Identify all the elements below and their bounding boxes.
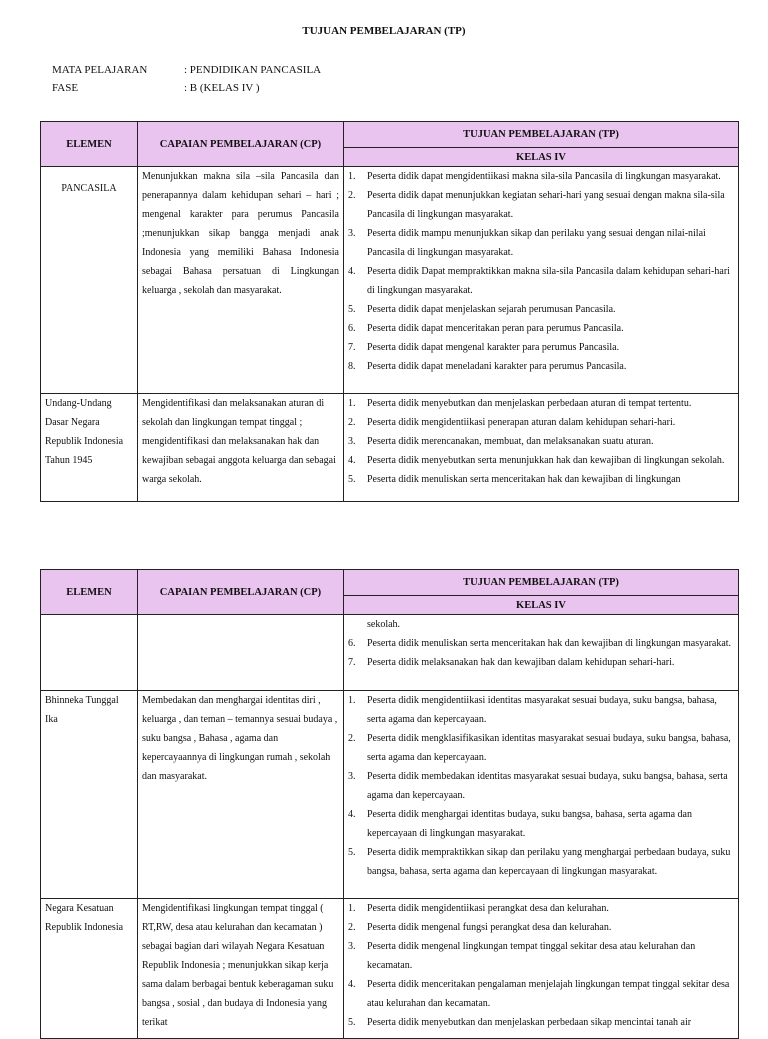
cp-cell: Menunjukkan makna sila –sila Pancasila dan penerapannya dalam kehidupan sehari – hari ; mengenal karakter para perumus Pancasila ;menunjukkan sikap bangga menjadi anak Indonesia yang memiliki Bahasa Indonesia sebagai Bahasa persatuan di Lingkungan keluarga , sekolah dan masyarakat. bbox=[142, 171, 339, 296]
header-kelas: KELAS IV bbox=[344, 596, 739, 615]
header-cp: CAPAIAN PEMBELAJARAN (CP) bbox=[138, 122, 344, 167]
table-row bbox=[41, 615, 739, 691]
list-item: 7. Peserta didik dapat mengenal karakter para perumus Pancasila. bbox=[348, 342, 620, 353]
document-title: TUJUAN PEMBELAJARAN (TP) bbox=[302, 25, 466, 37]
list-item: 3. Peserta didik merencanakan, membuat, dan melaksanakan suatu aturan. bbox=[348, 436, 654, 447]
list-item: 8. Peserta didik dapat meneladani karakter para perumus Pancasila. bbox=[348, 361, 627, 372]
header-tp: TUJUAN PEMBELAJARAN (TP) bbox=[344, 122, 739, 148]
meta-label: MATA PELAJARAN bbox=[52, 64, 148, 76]
tp-list bbox=[344, 634, 738, 672]
list-item: 2. Peserta didik mengklasifikasikan identitas masyarakat sesuai budaya, suku bangsa, bahasa, serta agama dan kepercayaan. bbox=[348, 733, 731, 763]
list-item: 1. Peserta didik mengidentiikasi identitas masyarakat sesuai budaya, suku bangsa, bahasa, serta agama dan kepercayaan. bbox=[348, 695, 717, 725]
list-item: 2. Peserta didik dapat menunjukkan kegiatan sehari-hari yang sesuai dengan makna sila-sila Pancasila di lingkungan masyarakat. bbox=[348, 190, 725, 220]
list-item: 1. Peserta didik mengidentiikasi perangkat desa dan kelurahan. bbox=[348, 903, 609, 914]
table-row bbox=[41, 394, 739, 502]
tp-list bbox=[344, 899, 738, 1032]
list-item: 5. Peserta didik menuliskan serta menceritakan hak dan kewajiban di lingkungan bbox=[348, 474, 681, 485]
cp-cell: Mengidentifikasi dan melaksanakan aturan di sekolah dan lingkungan tempat tinggal ; mengidentifikasi dan melaksanakan hak dan kewajiban sebagai anggota keluarga dan sebagai warga sekolah. bbox=[142, 398, 336, 485]
table-row bbox=[41, 691, 739, 899]
list-item: 2. Peserta didik mengenal fungsi perangkat desa dan kelurahan. bbox=[348, 922, 612, 933]
tp-table-1 bbox=[40, 121, 739, 502]
list-item: 4. Peserta didik menyebutkan serta menunjukkan hak dan kewajiban di lingkungan sekolah. bbox=[348, 455, 725, 466]
list-item: 5. Peserta didik mempraktikkan sikap dan perilaku yang menghargai perbedaan budaya, suku bangsa, bahasa, serta agama dan kepercayaan di lingkungan masyarakat. bbox=[348, 847, 731, 877]
header-elemen: ELEMEN bbox=[41, 570, 138, 615]
meta-value: : B (KELAS IV ) bbox=[184, 82, 260, 94]
list-item: 4. Peserta didik menceritakan pengalaman menjelajah lingkungan tempat tinggal sekitar desa atau kelurahan dan kecamatan. bbox=[348, 979, 730, 1009]
tp-list bbox=[344, 691, 738, 881]
continuation-text: sekolah. bbox=[367, 619, 401, 630]
cp-cell bbox=[138, 615, 344, 691]
list-item: 5. Peserta didik menyebutkan dan menjelaskan perbedaan sikap mencintai tanah air bbox=[348, 1017, 692, 1028]
meta-label: FASE bbox=[52, 82, 79, 94]
header-cp: CAPAIAN PEMBELAJARAN (CP) bbox=[138, 570, 344, 615]
elemen-cell: Bhinneka Tunggal Ika bbox=[45, 695, 119, 725]
header-elemen: ELEMEN bbox=[41, 122, 138, 167]
elemen-cell: PANCASILA bbox=[61, 183, 117, 194]
table-row bbox=[41, 167, 739, 394]
list-item: 6. Peserta didik menuliskan serta menceritakan hak dan kewajiban di lingkungan masyarakat. bbox=[348, 638, 732, 649]
tp-list bbox=[344, 394, 738, 489]
table-row bbox=[41, 899, 739, 1039]
list-item: 2. Peserta didik mengidentiikasi penerapan aturan dalam kehidupan sehari-hari. bbox=[348, 417, 676, 428]
list-item: 1. Peserta didik dapat mengidentiikasi makna sila-sila Pancasila di lingkungan masyarakat. bbox=[348, 171, 721, 182]
meta-value: : PENDIDIKAN PANCASILA bbox=[184, 64, 322, 76]
cp-cell: Membedakan dan menghargai identitas diri , keluarga , dan teman – temannya sesuai budaya , suku bangsa , Bahasa , agama dan kepercayaannya di lingkungan rumah , sekolah dan masyarakat. bbox=[142, 695, 338, 782]
cp-cell: Mengidentifikasi lingkungan tempat tinggal ( RT,RW, desa atau kelurahan dan kecamatan ) sebagai bagian dari wilayah Negara Kesatuan Republik Indonesia ; menunjukkan sikap kerja sama dalam berbagai bentuk keberagaman suku bangsa , sosial , dan budaya di Indonesia yang terikat bbox=[142, 903, 334, 1028]
header-tp: TUJUAN PEMBELAJARAN (TP) bbox=[344, 570, 739, 596]
list-item: 6. Peserta didik dapat menceritakan peran para perumus Pancasila. bbox=[348, 323, 624, 334]
list-item: 3. Peserta didik membedakan identitas masyarakat sesuai budaya, suku bangsa, bahasa, serta agama dan kepercayaan. bbox=[348, 771, 728, 801]
tp-table-2 bbox=[40, 569, 739, 1039]
tp-list bbox=[344, 167, 738, 376]
list-item: 3. Peserta didik mampu menunjukkan sikap dan perilaku yang sesuai dengan nilai-nilai Pancasila di lingkungan masyarakat. bbox=[348, 228, 706, 258]
elemen-cell: Negara Kesatuan Republik Indonesia bbox=[45, 903, 124, 933]
list-item: 5. Peserta didik dapat menjelaskan sejarah perumusan Pancasila. bbox=[348, 304, 616, 315]
header-kelas: KELAS IV bbox=[344, 148, 739, 167]
elemen-cell bbox=[41, 615, 138, 691]
list-item: 3. Peserta didik mengenal lingkungan tempat tinggal sekitar desa atau kelurahan dan kecamatan. bbox=[348, 941, 696, 971]
list-item: 4. Peserta didik menghargai identitas budaya, suku bangsa, bahasa, serta agama dan kepercayaan di lingkungan masyarakat. bbox=[348, 809, 692, 839]
list-item: 7. Peserta didik melaksanakan hak dan kewajiban dalam kehidupan sehari-hari. bbox=[348, 657, 675, 668]
elemen-cell: Undang-Undang Dasar Negara Republik Indonesia Tahun 1945 bbox=[45, 398, 124, 466]
list-item: 4. Peserta didik Dapat mempraktikkan makna sila-sila Pancasila dalam kehidupan sehari-hari di lingkungan masyarakat. bbox=[348, 266, 730, 296]
list-item: 1. Peserta didik menyebutkan dan menjelaskan perbedaan aturan di tempat tertentu. bbox=[348, 398, 692, 409]
